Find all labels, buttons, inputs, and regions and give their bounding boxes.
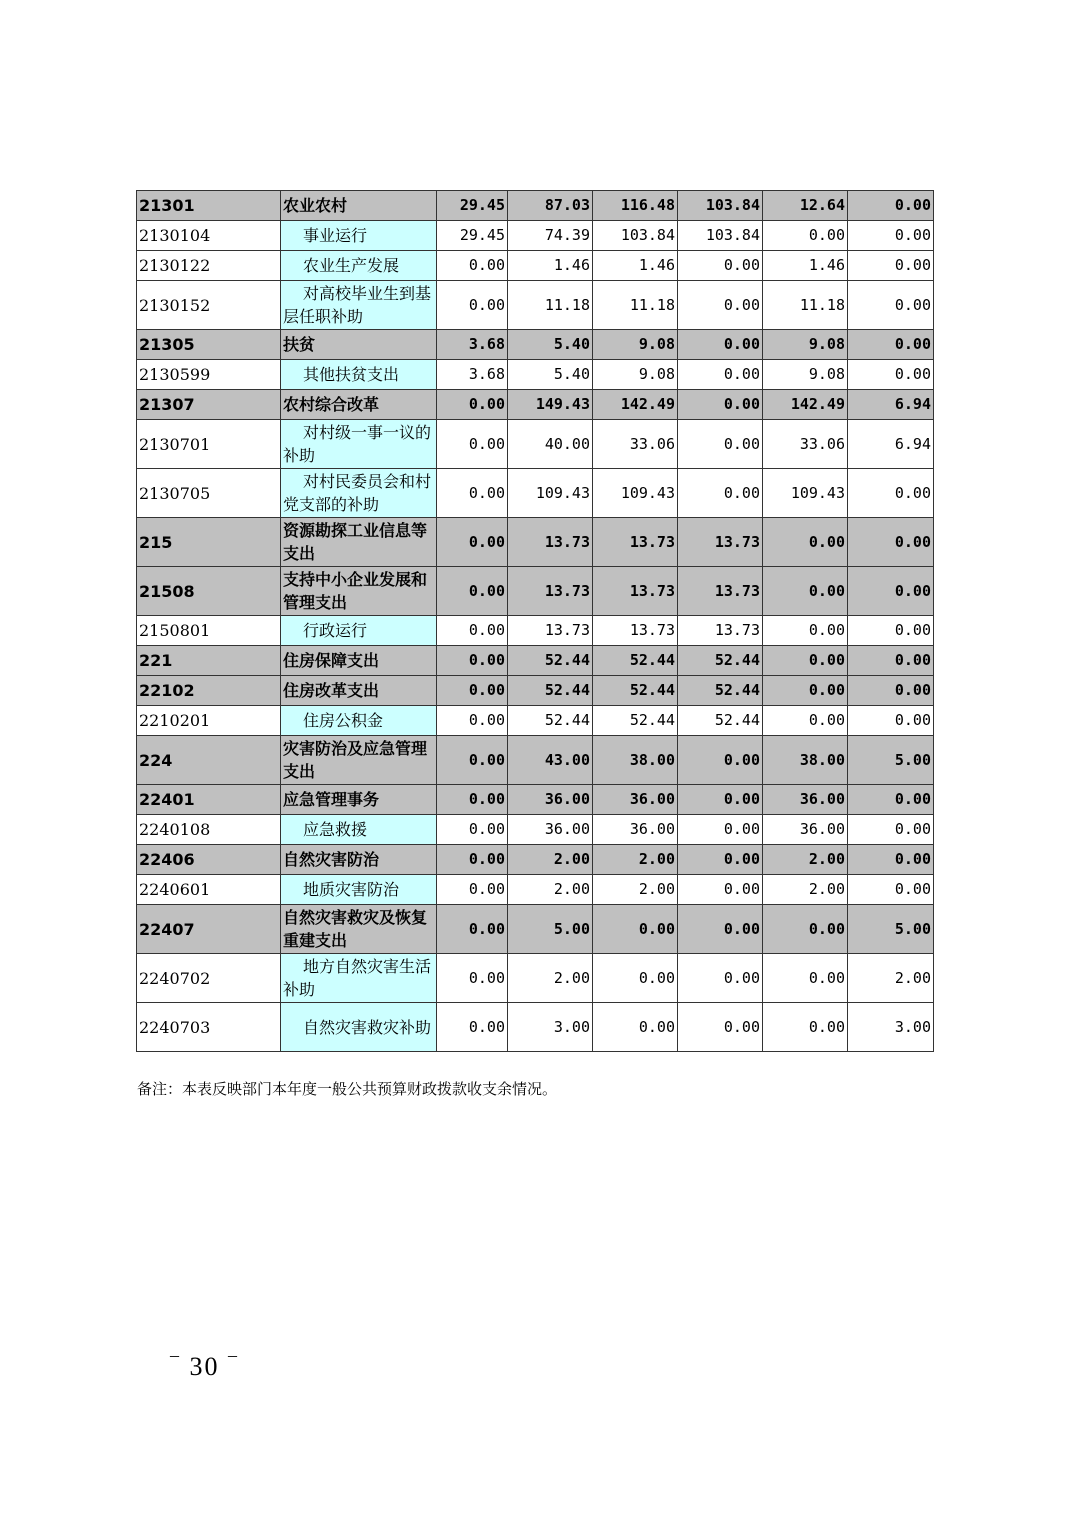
row-value-1: 0.00 xyxy=(437,905,508,954)
row-value-2: 43.00 xyxy=(508,736,593,785)
row-value-2: 109.43 xyxy=(508,469,593,518)
table-row xyxy=(137,567,934,616)
row-value-6: 0.00 xyxy=(848,191,934,221)
row-code: 215 xyxy=(137,518,281,567)
row-value-1: 29.45 xyxy=(437,191,508,221)
row-name xyxy=(281,518,437,567)
row-value-5: 0.00 xyxy=(763,567,848,616)
row-value-3: 11.18 xyxy=(593,281,678,330)
row-value-2: 1.46 xyxy=(508,251,593,281)
row-value-4: 0.00 xyxy=(678,736,763,785)
page-dash-left: – xyxy=(170,1345,181,1365)
row-code: 21508 xyxy=(137,567,281,616)
row-code: 2240702 xyxy=(137,954,281,1003)
table-row xyxy=(137,330,934,360)
row-value-1: 0.00 xyxy=(437,706,508,736)
row-value-5: 11.18 xyxy=(763,281,848,330)
row-name xyxy=(281,360,437,390)
table-note: 备注：本表反映部门本年度一般公共预算财政拨款收支余情况。 xyxy=(137,1080,558,1098)
row-value-3: 103.84 xyxy=(593,221,678,251)
row-name-text: 住房公积金 xyxy=(303,711,384,730)
row-value-5: 0.00 xyxy=(763,954,848,1003)
row-name xyxy=(281,785,437,815)
row-value-2: 40.00 xyxy=(508,420,593,469)
row-name xyxy=(281,676,437,706)
row-value-1: 0.00 xyxy=(437,815,508,845)
row-value-5: 109.43 xyxy=(763,469,848,518)
row-value-3: 0.00 xyxy=(593,905,678,954)
row-name xyxy=(281,330,437,360)
page-dash-right: – xyxy=(228,1345,239,1365)
row-value-6: 0.00 xyxy=(848,785,934,815)
row-value-5: 2.00 xyxy=(763,845,848,875)
table-row xyxy=(137,954,934,1003)
row-value-5: 0.00 xyxy=(763,616,848,646)
row-value-4: 0.00 xyxy=(678,954,763,1003)
row-code: 2130701 xyxy=(137,420,281,469)
row-value-6: 2.00 xyxy=(848,954,934,1003)
table-row xyxy=(137,420,934,469)
row-value-4: 0.00 xyxy=(678,815,763,845)
row-value-2: 74.39 xyxy=(508,221,593,251)
row-name xyxy=(281,616,437,646)
table-row xyxy=(137,646,934,676)
row-value-4: 0.00 xyxy=(678,469,763,518)
row-value-2: 3.00 xyxy=(508,1003,593,1052)
table-row xyxy=(137,815,934,845)
row-value-5: 0.00 xyxy=(763,646,848,676)
row-value-6: 0.00 xyxy=(848,251,934,281)
row-value-1: 0.00 xyxy=(437,646,508,676)
row-value-3: 13.73 xyxy=(593,616,678,646)
table-row xyxy=(137,905,934,954)
page-number-value: 30 xyxy=(189,1352,220,1381)
row-name xyxy=(281,221,437,251)
row-name xyxy=(281,845,437,875)
row-value-3: 0.00 xyxy=(593,1003,678,1052)
row-value-6: 5.00 xyxy=(848,736,934,785)
row-value-3: 2.00 xyxy=(593,845,678,875)
row-value-2: 87.03 xyxy=(508,191,593,221)
row-code: 21301 xyxy=(137,191,281,221)
row-value-1: 29.45 xyxy=(437,221,508,251)
row-value-5: 9.08 xyxy=(763,360,848,390)
row-name-text: 农业农村 xyxy=(283,196,348,215)
row-code: 2150801 xyxy=(137,616,281,646)
row-name-text: 灾害防治及应急管理支出 xyxy=(283,739,428,781)
row-value-4: 13.73 xyxy=(678,567,763,616)
row-value-6: 0.00 xyxy=(848,567,934,616)
row-value-5: 1.46 xyxy=(763,251,848,281)
table-row xyxy=(137,469,934,518)
row-value-5: 142.49 xyxy=(763,390,848,420)
row-value-2: 13.73 xyxy=(508,616,593,646)
row-code: 224 xyxy=(137,736,281,785)
row-value-6: 0.00 xyxy=(848,616,934,646)
row-name-text: 其他扶贫支出 xyxy=(303,365,400,384)
row-value-1: 0.00 xyxy=(437,251,508,281)
row-value-5: 36.00 xyxy=(763,815,848,845)
row-name-text: 应急救援 xyxy=(303,820,368,839)
row-name xyxy=(281,815,437,845)
row-code: 2130104 xyxy=(137,221,281,251)
row-name-text: 农业生产发展 xyxy=(303,256,400,275)
row-value-2: 11.18 xyxy=(508,281,593,330)
row-value-3: 36.00 xyxy=(593,785,678,815)
row-value-6: 0.00 xyxy=(848,875,934,905)
row-code: 2240108 xyxy=(137,815,281,845)
row-value-3: 142.49 xyxy=(593,390,678,420)
row-name-text: 住房保障支出 xyxy=(283,651,380,670)
row-value-2: 52.44 xyxy=(508,676,593,706)
row-name xyxy=(281,706,437,736)
row-code: 2240601 xyxy=(137,875,281,905)
table-row xyxy=(137,518,934,567)
row-value-1: 3.68 xyxy=(437,360,508,390)
row-code: 2130152 xyxy=(137,281,281,330)
row-value-6: 0.00 xyxy=(848,330,934,360)
row-value-1: 0.00 xyxy=(437,676,508,706)
row-value-3: 2.00 xyxy=(593,875,678,905)
row-code: 22102 xyxy=(137,676,281,706)
row-code: 2130705 xyxy=(137,469,281,518)
row-value-2: 149.43 xyxy=(508,390,593,420)
row-value-3: 52.44 xyxy=(593,676,678,706)
row-value-1: 0.00 xyxy=(437,875,508,905)
row-name xyxy=(281,875,437,905)
row-name xyxy=(281,905,437,954)
row-value-3: 9.08 xyxy=(593,360,678,390)
table-row xyxy=(137,785,934,815)
row-value-6: 0.00 xyxy=(848,706,934,736)
row-code: 21307 xyxy=(137,390,281,420)
row-value-4: 0.00 xyxy=(678,1003,763,1052)
row-value-5: 2.00 xyxy=(763,875,848,905)
row-value-3: 36.00 xyxy=(593,815,678,845)
row-name xyxy=(281,646,437,676)
row-value-3: 1.46 xyxy=(593,251,678,281)
row-value-6: 0.00 xyxy=(848,469,934,518)
table-row xyxy=(137,390,934,420)
row-code: 221 xyxy=(137,646,281,676)
row-value-6: 0.00 xyxy=(848,676,934,706)
table-row xyxy=(137,221,934,251)
table-row xyxy=(137,360,934,390)
row-value-1: 0.00 xyxy=(437,469,508,518)
row-value-4: 13.73 xyxy=(678,518,763,567)
row-value-6: 3.00 xyxy=(848,1003,934,1052)
row-name-text: 自然灾害救灾补助 xyxy=(303,1017,432,1037)
row-value-5: 12.64 xyxy=(763,191,848,221)
row-name-text: 地质灾害防治 xyxy=(303,880,400,899)
row-value-4: 52.44 xyxy=(678,646,763,676)
row-value-5: 0.00 xyxy=(763,676,848,706)
row-value-4: 52.44 xyxy=(678,706,763,736)
row-value-4: 0.00 xyxy=(678,875,763,905)
page-number xyxy=(170,1345,239,1382)
row-name xyxy=(281,736,437,785)
row-name-text: 对高校毕业生到基层任职补助 xyxy=(283,284,432,326)
row-value-2: 36.00 xyxy=(508,785,593,815)
row-value-2: 13.73 xyxy=(508,567,593,616)
row-value-4: 0.00 xyxy=(678,905,763,954)
row-value-6: 0.00 xyxy=(848,281,934,330)
row-name xyxy=(281,191,437,221)
row-value-5: 0.00 xyxy=(763,706,848,736)
row-value-4: 0.00 xyxy=(678,785,763,815)
table-row xyxy=(137,845,934,875)
row-value-2: 2.00 xyxy=(508,875,593,905)
row-value-4: 0.00 xyxy=(678,281,763,330)
table-row xyxy=(137,875,934,905)
row-value-4: 0.00 xyxy=(678,845,763,875)
row-name xyxy=(281,390,437,420)
row-value-6: 0.00 xyxy=(848,815,934,845)
budget-table xyxy=(136,190,934,1052)
row-value-4: 0.00 xyxy=(678,360,763,390)
row-value-3: 0.00 xyxy=(593,954,678,1003)
table-row xyxy=(137,251,934,281)
row-value-1: 0.00 xyxy=(437,954,508,1003)
row-value-4: 0.00 xyxy=(678,330,763,360)
row-value-3: 52.44 xyxy=(593,646,678,676)
row-name xyxy=(281,281,437,330)
row-value-5: 0.00 xyxy=(763,905,848,954)
row-value-2: 2.00 xyxy=(508,845,593,875)
table-row xyxy=(137,281,934,330)
row-name-text: 扶贫 xyxy=(283,335,316,354)
row-value-2: 36.00 xyxy=(508,815,593,845)
row-code: 21305 xyxy=(137,330,281,360)
row-value-2: 5.40 xyxy=(508,330,593,360)
row-value-1: 3.68 xyxy=(437,330,508,360)
row-value-5: 0.00 xyxy=(763,221,848,251)
row-value-5: 0.00 xyxy=(763,518,848,567)
table-row xyxy=(137,676,934,706)
row-value-3: 33.06 xyxy=(593,420,678,469)
row-value-1: 0.00 xyxy=(437,1003,508,1052)
row-value-2: 2.00 xyxy=(508,954,593,1003)
row-code: 22406 xyxy=(137,845,281,875)
row-value-3: 9.08 xyxy=(593,330,678,360)
row-value-5: 0.00 xyxy=(763,1003,848,1052)
row-name-text: 事业运行 xyxy=(303,226,368,245)
row-value-1: 0.00 xyxy=(437,518,508,567)
row-value-2: 5.40 xyxy=(508,360,593,390)
table-body xyxy=(137,191,934,1052)
row-value-1: 0.00 xyxy=(437,736,508,785)
row-value-2: 13.73 xyxy=(508,518,593,567)
row-value-6: 5.00 xyxy=(848,905,934,954)
row-value-4: 13.73 xyxy=(678,616,763,646)
row-value-5: 38.00 xyxy=(763,736,848,785)
row-value-1: 0.00 xyxy=(437,390,508,420)
table-row xyxy=(137,616,934,646)
row-value-1: 0.00 xyxy=(437,785,508,815)
row-value-3: 52.44 xyxy=(593,706,678,736)
row-value-2: 52.44 xyxy=(508,706,593,736)
row-name-text: 支持中小企业发展和管理支出 xyxy=(283,570,428,612)
row-name-text: 农村综合改革 xyxy=(283,395,380,414)
row-value-3: 109.43 xyxy=(593,469,678,518)
row-name-text: 资源勘探工业信息等支出 xyxy=(283,521,428,563)
row-value-4: 52.44 xyxy=(678,676,763,706)
row-name-text: 自然灾害救灾及恢复重建支出 xyxy=(283,908,428,950)
row-name xyxy=(281,954,437,1003)
row-code: 2240703 xyxy=(137,1003,281,1052)
row-name-text: 行政运行 xyxy=(303,621,368,640)
row-value-6: 0.00 xyxy=(848,518,934,567)
row-value-4: 103.84 xyxy=(678,191,763,221)
row-value-4: 0.00 xyxy=(678,390,763,420)
row-value-6: 0.00 xyxy=(848,845,934,875)
row-name-text: 住房改革支出 xyxy=(283,681,380,700)
row-value-2: 5.00 xyxy=(508,905,593,954)
row-value-5: 33.06 xyxy=(763,420,848,469)
table-row xyxy=(137,736,934,785)
table-row xyxy=(137,706,934,736)
row-name xyxy=(281,1003,437,1052)
row-value-3: 116.48 xyxy=(593,191,678,221)
row-code: 2130599 xyxy=(137,360,281,390)
row-value-1: 0.00 xyxy=(437,420,508,469)
row-code: 22407 xyxy=(137,905,281,954)
row-name-text: 对村民委员会和村党支部的补助 xyxy=(283,472,432,514)
row-name-text: 应急管理事务 xyxy=(283,790,380,809)
row-value-4: 0.00 xyxy=(678,420,763,469)
row-name xyxy=(281,469,437,518)
row-name xyxy=(281,251,437,281)
row-value-1: 0.00 xyxy=(437,845,508,875)
row-name-text: 自然灾害防治 xyxy=(283,850,380,869)
row-name-text: 对村级一事一议的补助 xyxy=(283,423,432,465)
table-row xyxy=(137,191,934,221)
row-value-1: 0.00 xyxy=(437,616,508,646)
row-value-5: 9.08 xyxy=(763,330,848,360)
row-value-6: 6.94 xyxy=(848,420,934,469)
row-value-3: 13.73 xyxy=(593,567,678,616)
row-value-2: 52.44 xyxy=(508,646,593,676)
row-value-6: 0.00 xyxy=(848,221,934,251)
row-value-4: 0.00 xyxy=(678,251,763,281)
row-value-1: 0.00 xyxy=(437,281,508,330)
row-name-text: 地方自然灾害生活补助 xyxy=(283,957,432,999)
row-code: 2210201 xyxy=(137,706,281,736)
row-value-6: 0.00 xyxy=(848,646,934,676)
row-name xyxy=(281,420,437,469)
row-name xyxy=(281,567,437,616)
row-value-4: 103.84 xyxy=(678,221,763,251)
row-value-5: 36.00 xyxy=(763,785,848,815)
row-value-3: 38.00 xyxy=(593,736,678,785)
row-code: 22401 xyxy=(137,785,281,815)
table-row xyxy=(137,1003,934,1052)
row-value-6: 6.94 xyxy=(848,390,934,420)
row-value-6: 0.00 xyxy=(848,360,934,390)
row-value-1: 0.00 xyxy=(437,567,508,616)
row-code: 2130122 xyxy=(137,251,281,281)
row-value-3: 13.73 xyxy=(593,518,678,567)
